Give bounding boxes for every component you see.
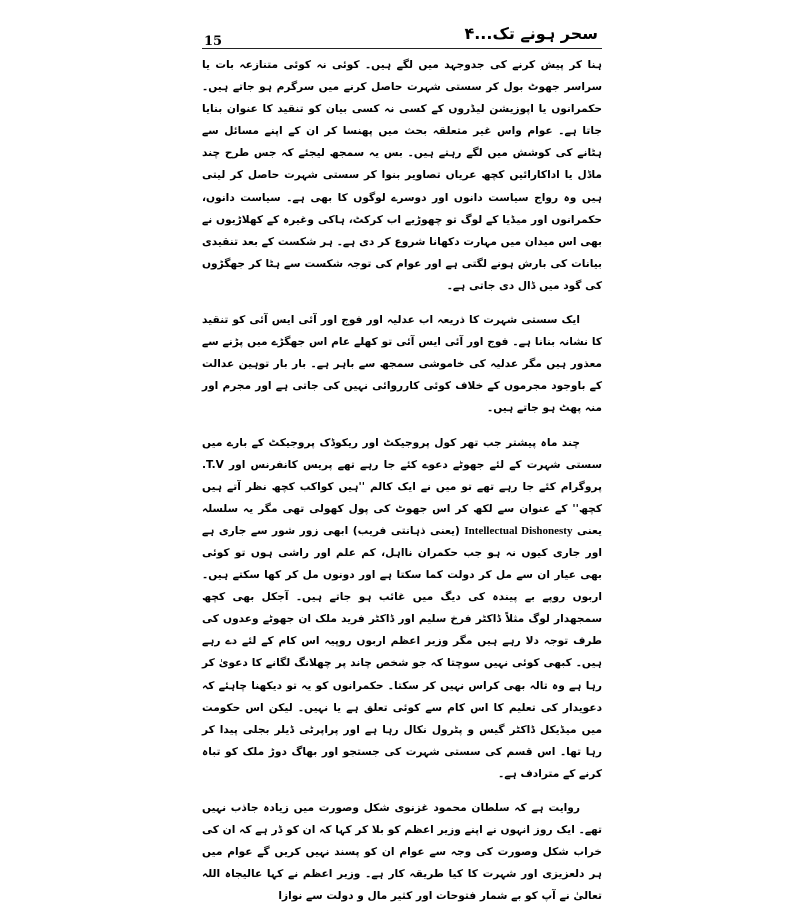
english-phrase: Intellectual Dishonesty — [464, 524, 573, 537]
paragraph-3-text-start: چند ماہ پیشتر جب تھر کول پروجیکٹ اور ریکوڈک پروجیکٹ کے بارے میں سستی شہرت کے لئے جھوٹے دعوے کئے جا رہے تھے پریس کانفرنس اور T.V. پروگرام کئے جا رہے تھے تو میں نے ایک کالم ''ہیں کواکب کچھ نظر آتے ہیں کچھ'' کے عنوان سے لکھ کر اس جھوٹ کی پول کھولی تھی مگر یہ سلسلہ یعنی — [202, 436, 602, 537]
paragraph-2: ایک سستی شہرت کا ذریعہ اب عدلیہ اور فوج اور آئی ایس آئی کو تنقید کا نشانہ بنانا ہے۔ فوج اور آئی ایس آئی تو کھلے عام اس جھگڑے میں پڑنے سے معذور ہیں مگر عدلیہ کی خاموشی سمجھ سے باہر ہے۔ بار بار توہین عدالت کے باوجود مجرموں کے خلاف کوئی کارروائی نہیں کی جاتی ہے اور مجرم اور منہ پھٹ ہو جاتے ہیں۔ — [202, 314, 602, 415]
page-number: 15 — [204, 34, 223, 49]
paragraph-3 — [202, 432, 602, 786]
book-page — [196, 12, 608, 903]
running-head: سحر ہونے تک...۴ — [464, 24, 598, 43]
body-text — [202, 54, 602, 907]
paragraph-3-text-end: (یعنی ذہانتی فریب) ابھی زور شور سے جاری ہے اور جاری کیوں نہ ہو جب حکمران نااہل، کم علم اور راشی ہوں تو کوئی بھی عیار ان سے مل کر دولت کما سکتا ہے اور دونوں مل کر کھا سکتے ہیں۔ اربوں روپے بے پیندہ کی دیگ میں غائب ہو جاتے ہیں۔ آجکل بھی کچھ سمجھدار لوگ مثلاً ڈاکٹر فرخ سلیم اور ڈاکٹر فرید ملک ان جھوٹے وعدوں کی طرف توجہ دلا رہے ہیں مگر وزیر اعظم اربوں روپیہ اس کام کے لئے دے رہے ہیں۔ کبھی کوئی نہیں سوچتا کہ جو شخص چاند پر چھلانگ لگانے کا دعویٰ کر رہا ہے وہ تالہ بھی کراس نہیں کر سکتا۔ حکمرانوں کو یہ تو دیکھنا چاہئے کہ دعویدار کی تعلیم کا اس کام سے کوئی تعلق ہے یا نہیں۔ لیکن اس حکومت میں میڈیکل ڈاکٹر گیس و پٹرول نکال رہا ہے اور پراپرٹی ڈیلر بجلی پیدا کر رہا تھا۔ اس قسم کی سستی شہرت کی جستجو اور بھاگ دوڑ ملک کو تباہ کرنے کے مترادف ہے۔ — [202, 524, 602, 780]
header-rule — [202, 48, 602, 49]
paragraph-1: ہنا کر پیش کرنے کی جدوجہد میں لگے ہیں۔ کوئی نہ کوئی متنازعہ بات یا سراسر جھوٹ بول کر سستی شہرت حاصل کرنے میں سرگرم ہو جاتے ہیں۔ حکمرانوں یا اپوزیشن لیڈروں کے کسی نہ کسی بیان کو تنقید کا عنوان بنایا جاتا ہے۔ عوام واس غیر متعلقہ بحث میں پھنسا کر ان کے اپنے مسائل سے ہٹانے کی کوشش میں لگے رہتے ہیں۔ بس یہ سمجھ لیجئے کہ جس طرح چند ماڈل یا اداکارائیں کچھ عریاں تصاویر بنوا کر سستی شہرت حاصل کر لیتی ہیں وہ رواج سیاست دانوں اور دوسرے لوگوں کا بھی ہے۔ سیاست دانوں، حکمرانوں اور میڈیا کے لوگ تو چھوڑیے اب کرکٹ، ہاکی وغیرہ کے کھلاڑیوں نے بھی اس میدان میں مہارت دکھانا شروع کر دی ہے۔ ہر شکست کے بعد تنقیدی بیانات کی بارش ہونے لگتی ہے اور عوام کی توجہ شکست سے ہٹا کر جھگڑوں کی گود میں ڈال دی جاتی ہے۔ — [202, 59, 602, 292]
paragraph-4: روایت ہے کہ سلطان محمود غزنوی شکل وصورت میں زیادہ جاذب نہیں تھے۔ ایک روز انہوں نے اپنے وزیر اعظم کو بلا کر کہا کہ ان کو ڈر ہے کہ ان کی خراب شکل وصورت کی وجہ سے عوام ان کو پسند نہیں کریں گے عوام میں ہر دلعزیزی اور شہرت کا کیا طریقہ کار ہے۔ وزیر اعظم نے کہا عالیجاہ اللہ تعالیٰ نے آپ کو بے شمار فتوحات اور کثیر مال و دولت سے نوازا — [202, 802, 602, 903]
